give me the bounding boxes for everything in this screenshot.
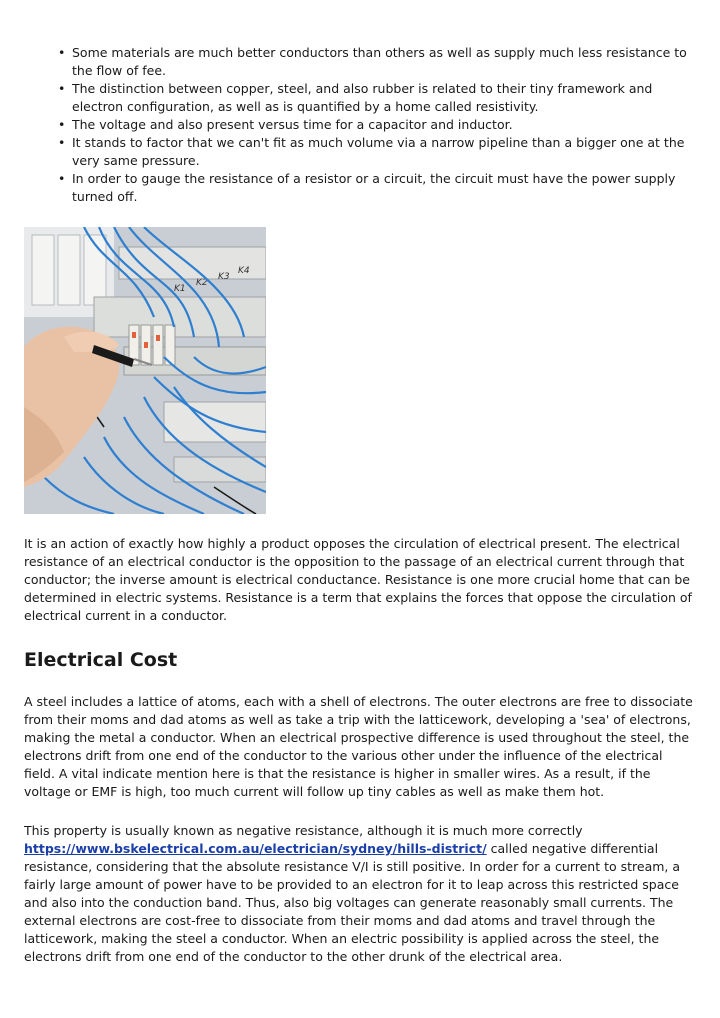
svg-text:K3: K3	[218, 272, 230, 282]
intro-paragraph: It is an action of exactly how highly a product opposes the circulation of electrical present. The electrical resistance of an electrical conductor is the opposition to the passage of an electrical current through that conductor; the inverse amount is electrical conductance. Resistance is one more crucial home that can be determined in electric systems. Resistance is a term that explains the forces that oppose the circulation of electrical current in a conductor.	[24, 536, 692, 623]
svg-text:K2: K2	[196, 278, 208, 288]
bullet-item: • It stands to factor that we can't fit as much volume via a narrow pipeline than a bigger one at the very same pressure.	[54, 134, 694, 170]
paragraph-text-before-link: This property is usually known as negative resistance, although it is much more correctly	[24, 823, 583, 838]
svg-text:K4: K4	[238, 266, 250, 276]
bullet-list	[54, 44, 694, 206]
bullet-item: • Some materials are much better conductors than others as well as supply much less resistance to the flow of fee.	[54, 44, 694, 80]
bullet-item: • The distinction between copper, steel, and also rubber is related to their tiny framework and electron configuration, as well as is quantified by a home called resistivity.	[54, 80, 694, 116]
electrician-panel-photo	[24, 227, 266, 514]
electrician-link[interactable]: https://www.bskelectrical.com.au/electrician/sydney/hills-district/	[24, 841, 487, 856]
paragraph-text-after-link: called negative differential resistance, considering that the absolute resistance V/I is still positive. In order for a current to stream, a fairly large amount of power have to be provided to an electron for it to leap across this restricted space and also into the conduction band. Thus, also big voltages can generate reasonably small currents. The external electrons are cost-free to dissociate from their moms and dad atoms and travel through the latticework, making the steel a conductor. When an electric possibility is applied across the steel, the electrons drift from one end of the conductor to the other drunk of the electrical area.	[24, 841, 681, 964]
body-paragraph: A steel includes a lattice of atoms, each with a shell of electrons. The outer electrons are free to dissociate from their moms and dad atoms as well as take a trip with the latticework, developing a 'sea' of electrons, making the metal a conductor. When an electrical prospective difference is used throughout the steel, the electrons drift from one end of the conductor to the various other under the influence of the electrical field. A vital indicate mention here is that the resistance is higher in smaller wires. As a result, if the voltage or EMF is high, too much current will follow up tiny cables as well as make them hot.	[24, 694, 693, 799]
bullet-item: • The voltage and also present versus time for a capacitor and inductor.	[54, 116, 694, 134]
body-paragraph-with-link	[24, 822, 696, 966]
bullet-item: • In order to gauge the resistance of a resistor or a circuit, the circuit must have the power supply turned off.	[54, 170, 694, 206]
svg-text:K1: K1	[174, 284, 186, 294]
section-heading: Electrical Cost	[24, 649, 178, 671]
